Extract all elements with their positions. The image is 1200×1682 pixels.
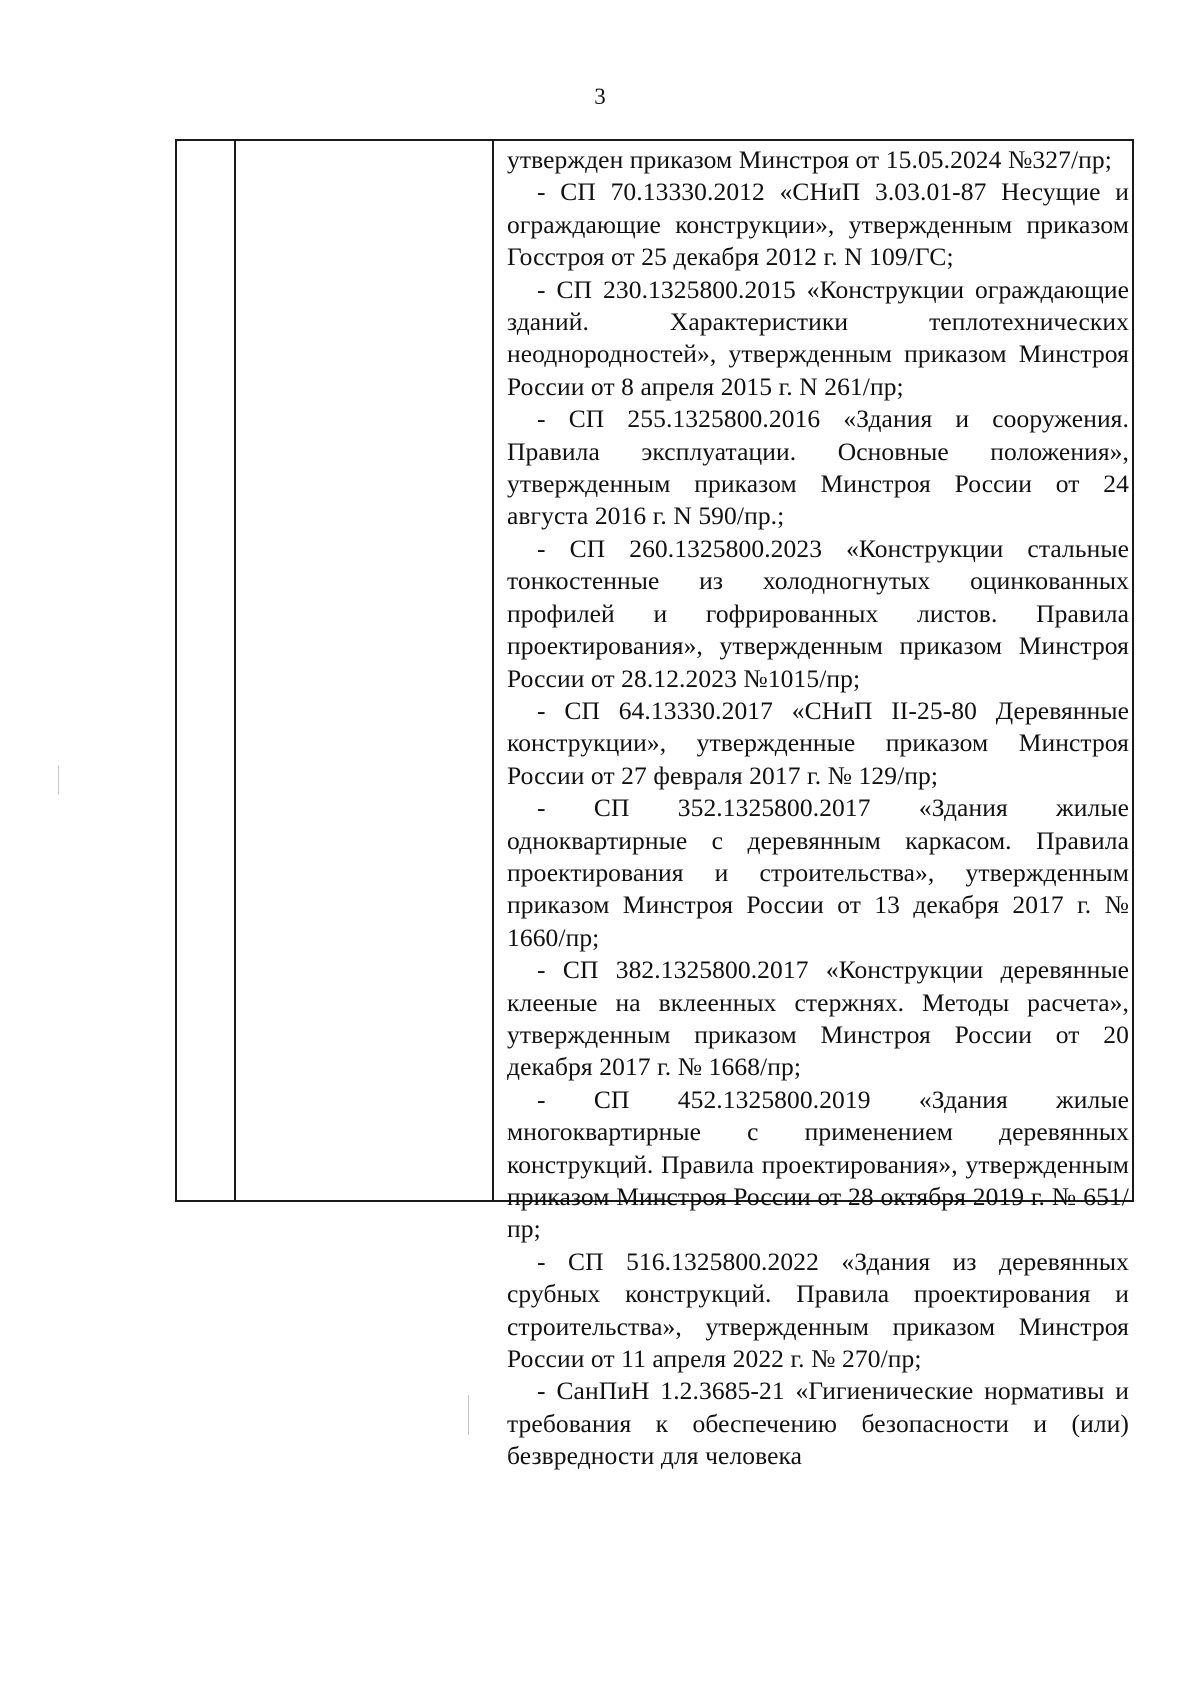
list-item: - СП 64.13330.2017 «СНиП II-25-80 Деревянные конструкции», утвержденные приказом Минстроя России от 27 февраля 2017 г. № 129/пр; [507,695,1129,790]
column-divider-1 [234,141,236,1200]
list-item: - СП 452.1325800.2019 «Здания жилые многоквартирные с применением деревянных конструкций. Правила проектирования», утвержденным приказом Минстроя России от 28 октября 2019 г. № 651/пр; [507,1084,1129,1244]
list-item: - СП 382.1325800.2017 «Конструкции деревянные клееные на вклеенных стержнях. Методы расчета», утвержденным приказом Минстроя России от 20 декабря 2017 г. № 1668/пр; [507,955,1129,1082]
list-item: - СанПиН 1.2.3685-21 «Гигиенические нормативы и требования к обеспечению безопасности и (или) безвредности для человека [507,1376,1129,1471]
list-item: - СП 230.1325800.2015 «Конструкции ограждающие зданий. Характеристики теплотехнических неоднородностей», утвержденным приказом Минстроя России от 8 апреля 2015 г. N 261/пр; [507,274,1129,401]
list-item: - СП 260.1325800.2023 «Конструкции стальные тонкостенные из холодногнутых оцинкованных профилей и гофрированных листов. Правила проектирования», утвержденным приказом Минстроя России от 28.12.2023 №1015/пр; [507,533,1129,693]
continuation-text: утвержден приказом Минстроя от 15.05.2024 №327/пр; [507,145,1112,174]
list-item: - СП 352.1325800.2017 «Здания жилые одноквартирные с деревянным каркасом. Правила проектирования и строительства», утвержденным приказом Минстроя России от 13 декабря 2017 г. № 1660/пр; [507,793,1129,952]
list-item: - СП 255.1325800.2016 «Здания и сооружения. Правила эксплуатации. Основные положения», утвержденным приказом Минстроя России от 24 августа 2016 г. N 590/пр.; [507,404,1129,531]
table-cell-regulations [507,144,1129,1473]
scan-artifact [58,765,59,795]
column-divider-2 [492,141,494,1200]
document-table [175,139,1134,1471]
scan-artifact [468,1395,469,1435]
page-number: 3 [594,84,606,109]
list-item: - СП 70.13330.2012 «СНиП 3.03.01-87 Несущие и ограждающие конструкции», утвержденным приказом Госстроя от 25 декабря 2012 г. N 109/ГС; [507,177,1129,272]
list-item: - СП 516.1325800.2022 «Здания из деревянных срубных конструкций. Правила проектирования и строительства», утвержденным приказом Минстроя России от 11 апреля 2022 г. № 270/пр; [507,1246,1129,1374]
